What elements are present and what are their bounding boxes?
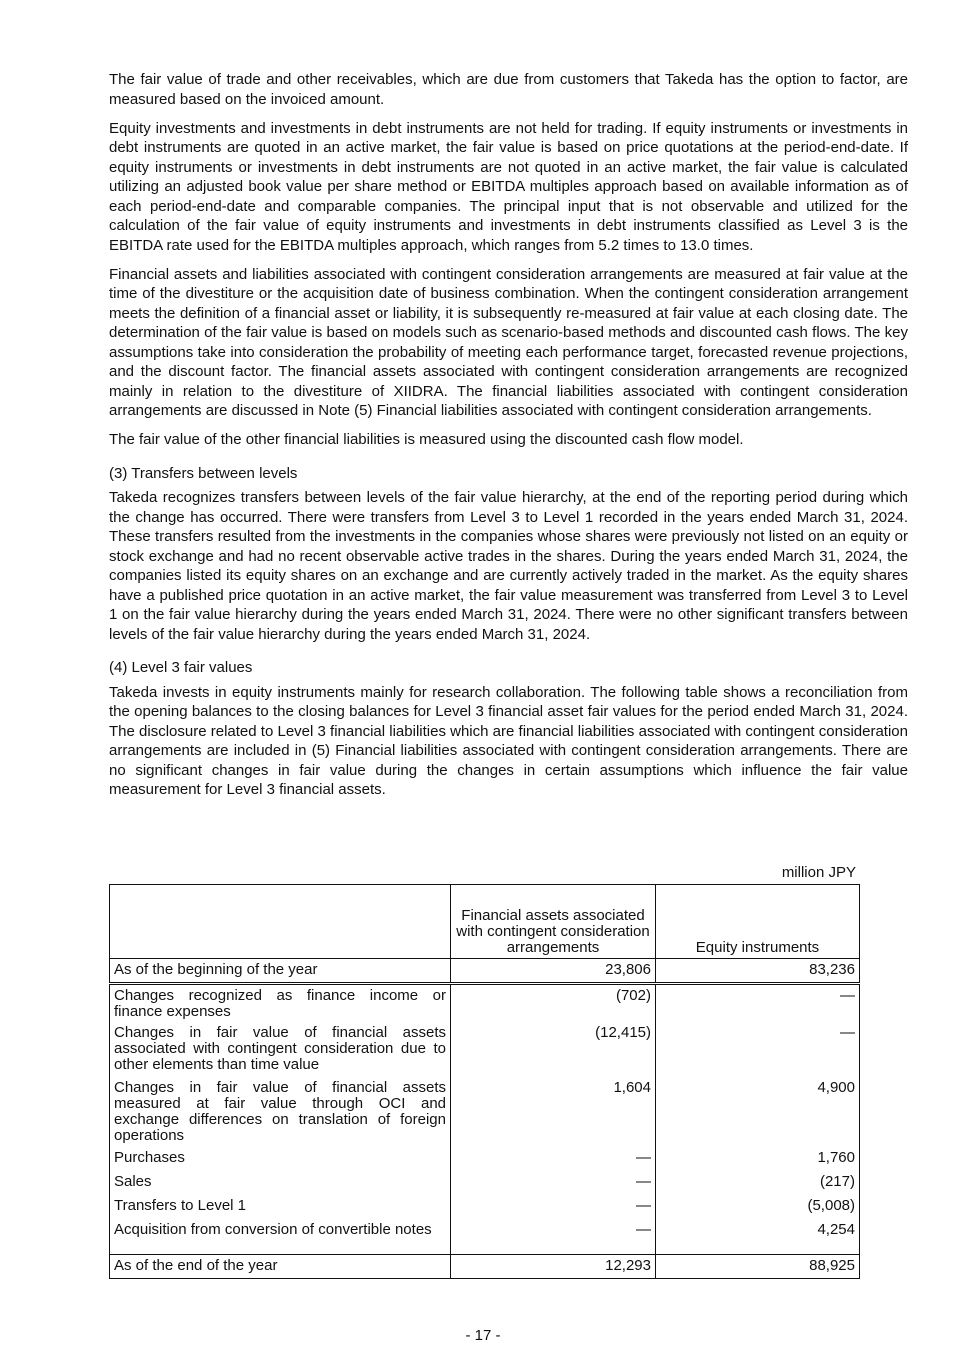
cell-value: — — [451, 1195, 656, 1219]
cell-value: (702) — [451, 984, 656, 1022]
table-row — [110, 1147, 860, 1171]
cell-value: (12,415) — [451, 1022, 656, 1077]
cell-value: 88,925 — [656, 1255, 860, 1279]
table-row — [110, 1022, 860, 1077]
row-label: Changes in fair value of financial assets associated with contingent consideration due to other elements than time value — [110, 1022, 451, 1077]
cell-value: — — [451, 1147, 656, 1171]
section-heading: (4) Level 3 fair values — [109, 659, 253, 676]
header-cell — [110, 885, 451, 959]
page-number: - 17 - — [465, 1327, 501, 1344]
cell-value: 83,236 — [656, 959, 860, 984]
row-label: Sales — [110, 1171, 451, 1195]
table-row — [110, 984, 860, 1022]
section-heading: (3) Transfers between levels — [109, 464, 298, 482]
table-row — [110, 1255, 860, 1279]
cell-value: 1,604 — [451, 1077, 656, 1147]
paragraph: The fair value of the other financial liabilities is measured using the discounted cash flow model. — [109, 431, 744, 448]
paragraph: Takeda recognizes transfers between levels of the fair value hierarchy, at the end of the reporting period during which the change has occurred. There were transfers from Level 3 to Level 1 recorded in the years ended March 31, 2024. These transfers resulted from the investments in the companies whose shares were previously not listed on an equity or stock exchange and had no recent observable active trades in the shares. During the years ended March 31, 2024, the companies listed its equity shares on an exchange and are currently actively traded in the market. As the equity shares have a published price quotation in an active market, the fair value measurement was transferred from Level 3 to Level 1 on the fair value hierarchy during the years ended March 31, 2024. There were no other significant transfers between levels of the fair value hierarchy during the years ended March 31, 2024. — [109, 489, 908, 643]
table-row — [110, 1195, 860, 1219]
row-label: Changes in fair value of financial assets measured at fair value through OCI and exchange differences on translation of foreign operations — [110, 1077, 451, 1147]
paragraph: Financial assets and liabilities associated with contingent consideration arrangements are measured at fair value at the time of the divestiture or the acquisition date of business combination. When the contingent consideration arrangement meets the definition of a financial asset or liability, it is subsequently re-measured at fair value at each closing date. The determination of the fair value is based on models such as scenario-based methods and discounted cash flows. The key assumptions take into consideration the probability of meeting each performance target, forecasted revenue projections, and the discount factor. The financial assets associated with contingent consideration arrangements are recognized mainly in relation to the divestiture of XIIDRA. The financial liabilities associated with contingent consideration arrangements are discussed in Note (5) Financial liabilities associated with contingent consideration arrangements. — [109, 265, 908, 419]
row-label: As of the beginning of the year — [110, 959, 451, 984]
document-body — [109, 70, 908, 809]
cell-value: — — [451, 1171, 656, 1195]
cell-value: (217) — [656, 1171, 860, 1195]
cell-value: — — [451, 1219, 656, 1255]
cell-value: 4,900 — [656, 1077, 860, 1147]
table-row — [110, 1077, 860, 1147]
header-cell: Financial assets associated with contingent consideration arrangements — [451, 885, 656, 959]
cell-value: 1,760 — [656, 1147, 860, 1171]
paragraph: The fair value of trade and other receivables, which are due from customers that Takeda has the option to factor, are measured based on the invoiced amount. — [109, 71, 908, 108]
table-row — [110, 959, 860, 984]
cell-value: — — [656, 1022, 860, 1077]
cell-value: 23,806 — [451, 959, 656, 984]
cell-value: — — [656, 984, 860, 1022]
paragraph: Takeda invests in equity instruments mainly for research collaboration. The following table shows a reconciliation from the opening balances to the closing balances for Level 3 financial asset fair values for the period ended March 31, 2024. The disclosure related to Level 3 financial liabilities which are financial liabilities associated with contingent consideration arrangements are included in (5) Financial liabilities associated with contingent consideration arrangements. There are no significant changes in fair value during the changes in certain assumptions which influence the fair value measurement for Level 3 financial assets. — [109, 683, 908, 798]
table-unit: million JPY — [781, 864, 856, 881]
table-header-row — [110, 885, 860, 959]
table-row — [110, 1219, 860, 1255]
level3-reconciliation-table — [109, 884, 860, 1279]
cell-value: (5,008) — [656, 1195, 860, 1219]
row-label: As of the end of the year — [110, 1255, 451, 1279]
row-label: Purchases — [110, 1147, 451, 1171]
header-cell: Equity instruments — [656, 885, 860, 959]
row-label: Transfers to Level 1 — [110, 1195, 451, 1219]
row-label: Acquisition from conversion of convertible notes — [110, 1219, 451, 1255]
cell-value: 12,293 — [451, 1255, 656, 1279]
table-row — [110, 1171, 860, 1195]
cell-value: 4,254 — [656, 1219, 860, 1255]
row-label: Changes recognized as finance income or finance expenses — [110, 984, 451, 1022]
paragraph: Equity investments and investments in debt instruments are not held for trading. If equity instruments or investments in debt instruments are quoted in an active market, the fair value is based on price quotations at the period-end-date. If equity instruments or investments in debt instruments are not quoted in an active market, the fair value is calculated utilizing an adjusted book value per share method or EBITDA multiples approach based on available information as of each period-end-date and comparable companies. The principal input that is not observable and utilized for the calculation of the fair value of equity instruments and investments in debt instruments classified as Level 3 is the EBITDA rate used for the EBITDA multiples approach, which ranges from 5.2 times to 13.0 times. — [109, 119, 908, 254]
